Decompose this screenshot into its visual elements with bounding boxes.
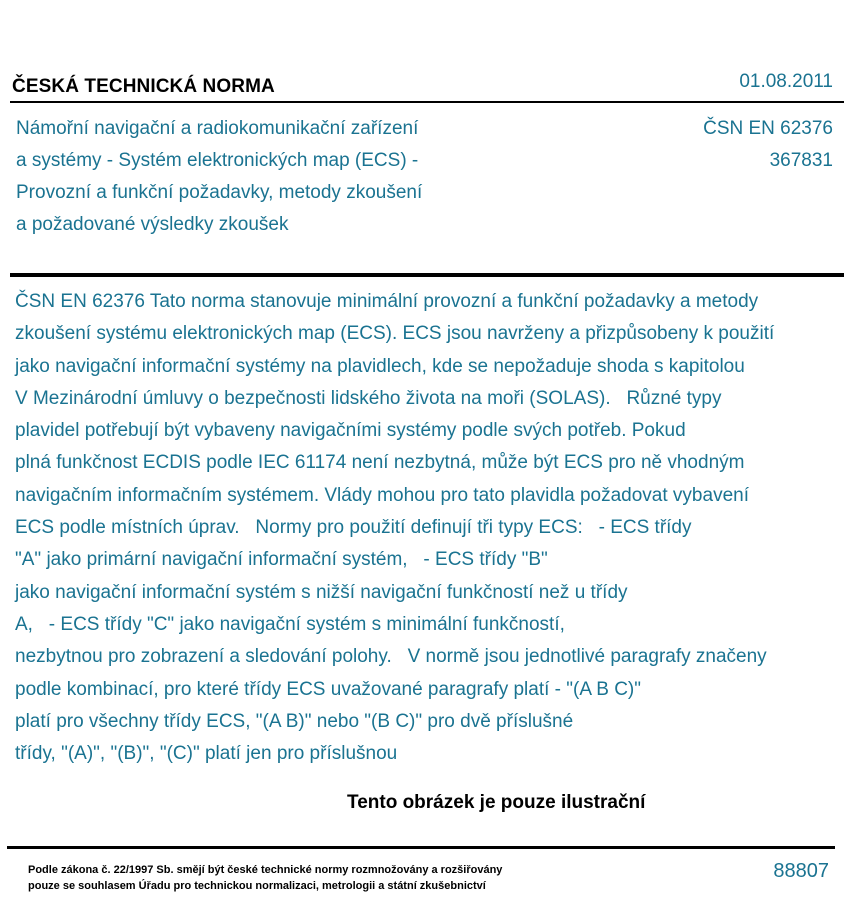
class-code: 367831	[769, 150, 833, 171]
abstract-line: platí pro všechny třídy ECS, "(A B)" nebo "(B C)" pro dvě příslušné	[15, 710, 574, 732]
norm-codes	[703, 113, 833, 177]
norm-code: ČSN EN 62376	[703, 118, 833, 139]
section-divider	[10, 273, 844, 277]
legal-notice	[28, 862, 502, 894]
abstract-line: nezbytnou pro zobrazení a sledování polohy. V normě jsou jednotlivé paragrafy značeny	[15, 646, 767, 668]
title-line: a požadované výsledky zkoušek	[16, 214, 289, 235]
legal-line: Podle zákona č. 22/1997 Sb. smějí být české technické normy rozmnožovány a rozšiřovány	[28, 864, 503, 876]
abstract-text	[15, 286, 774, 770]
abstract-line: ECS podle místních úprav. Normy pro použití definují tři typy ECS: - ECS třídy	[15, 517, 692, 539]
abstract-line: navigačním informačním systémem. Vlády mohou pro tato plavidla požadovat vybavení	[15, 484, 749, 506]
abstract-line: jako navigační informační systémy na plavidlech, kde se nepožaduje shoda s kapitolou	[15, 355, 745, 377]
abstract-line: V Mezinárodní úmluvy o bezpečnosti lidského života na moři (SOLAS). Různé typy	[15, 387, 722, 409]
abstract-line: ČSN EN 62376 Tato norma stanovuje minimální provozní a funkční požadavky a metody	[15, 291, 759, 312]
abstract-line: podle kombinací, pro které třídy ECS uvažované paragrafy platí - "(A B C)"	[15, 678, 641, 700]
abstract-line: plavidel potřebují být vybaveny navigačními systémy podle svých potřeb. Pokud	[15, 420, 686, 442]
abstract-line: A, - ECS třídy "C" jako navigační systém s minimální funkčností,	[15, 613, 565, 635]
abstract-line: třídy, "(A)", "(B)", "(C)" platí jen pro příslušnou	[15, 743, 398, 765]
title-line: a systémy - Systém elektronických map (ECS) -	[16, 150, 419, 171]
norm-title	[16, 113, 576, 241]
abstract-line: jako navigační informační systém s nižší navigační funkčností než u třídy	[15, 581, 628, 603]
document-number: 88807	[773, 860, 829, 882]
footer-divider	[7, 846, 835, 849]
abstract-line: zkoušení systému elektronických map (ECS). ECS jsou navrženy a přizpůsobeny k použití	[15, 323, 775, 345]
legal-line: pouze se souhlasem Úřadu pro technickou normalizaci, metrologii a státní zkušebnictví	[28, 880, 486, 892]
title-line: Provozní a funkční požadavky, metody zkoušení	[16, 182, 423, 203]
illustration-note: Tento obrázek je pouze ilustrační	[347, 792, 646, 813]
title-line: Námořní navigační a radiokomunikační zařízení	[16, 118, 419, 139]
publication-date: 01.08.2011	[739, 71, 833, 92]
norm-type-heading: ČESKÁ TECHNICKÁ NORMA	[12, 76, 275, 97]
header-divider	[10, 101, 844, 103]
abstract-line: plná funkčnost ECDIS podle IEC 61174 není nezbytná, může být ECS pro ně vhodným	[15, 452, 745, 474]
abstract-line: "A" jako primární navigační informační systém, - ECS třídy "B"	[15, 549, 548, 571]
